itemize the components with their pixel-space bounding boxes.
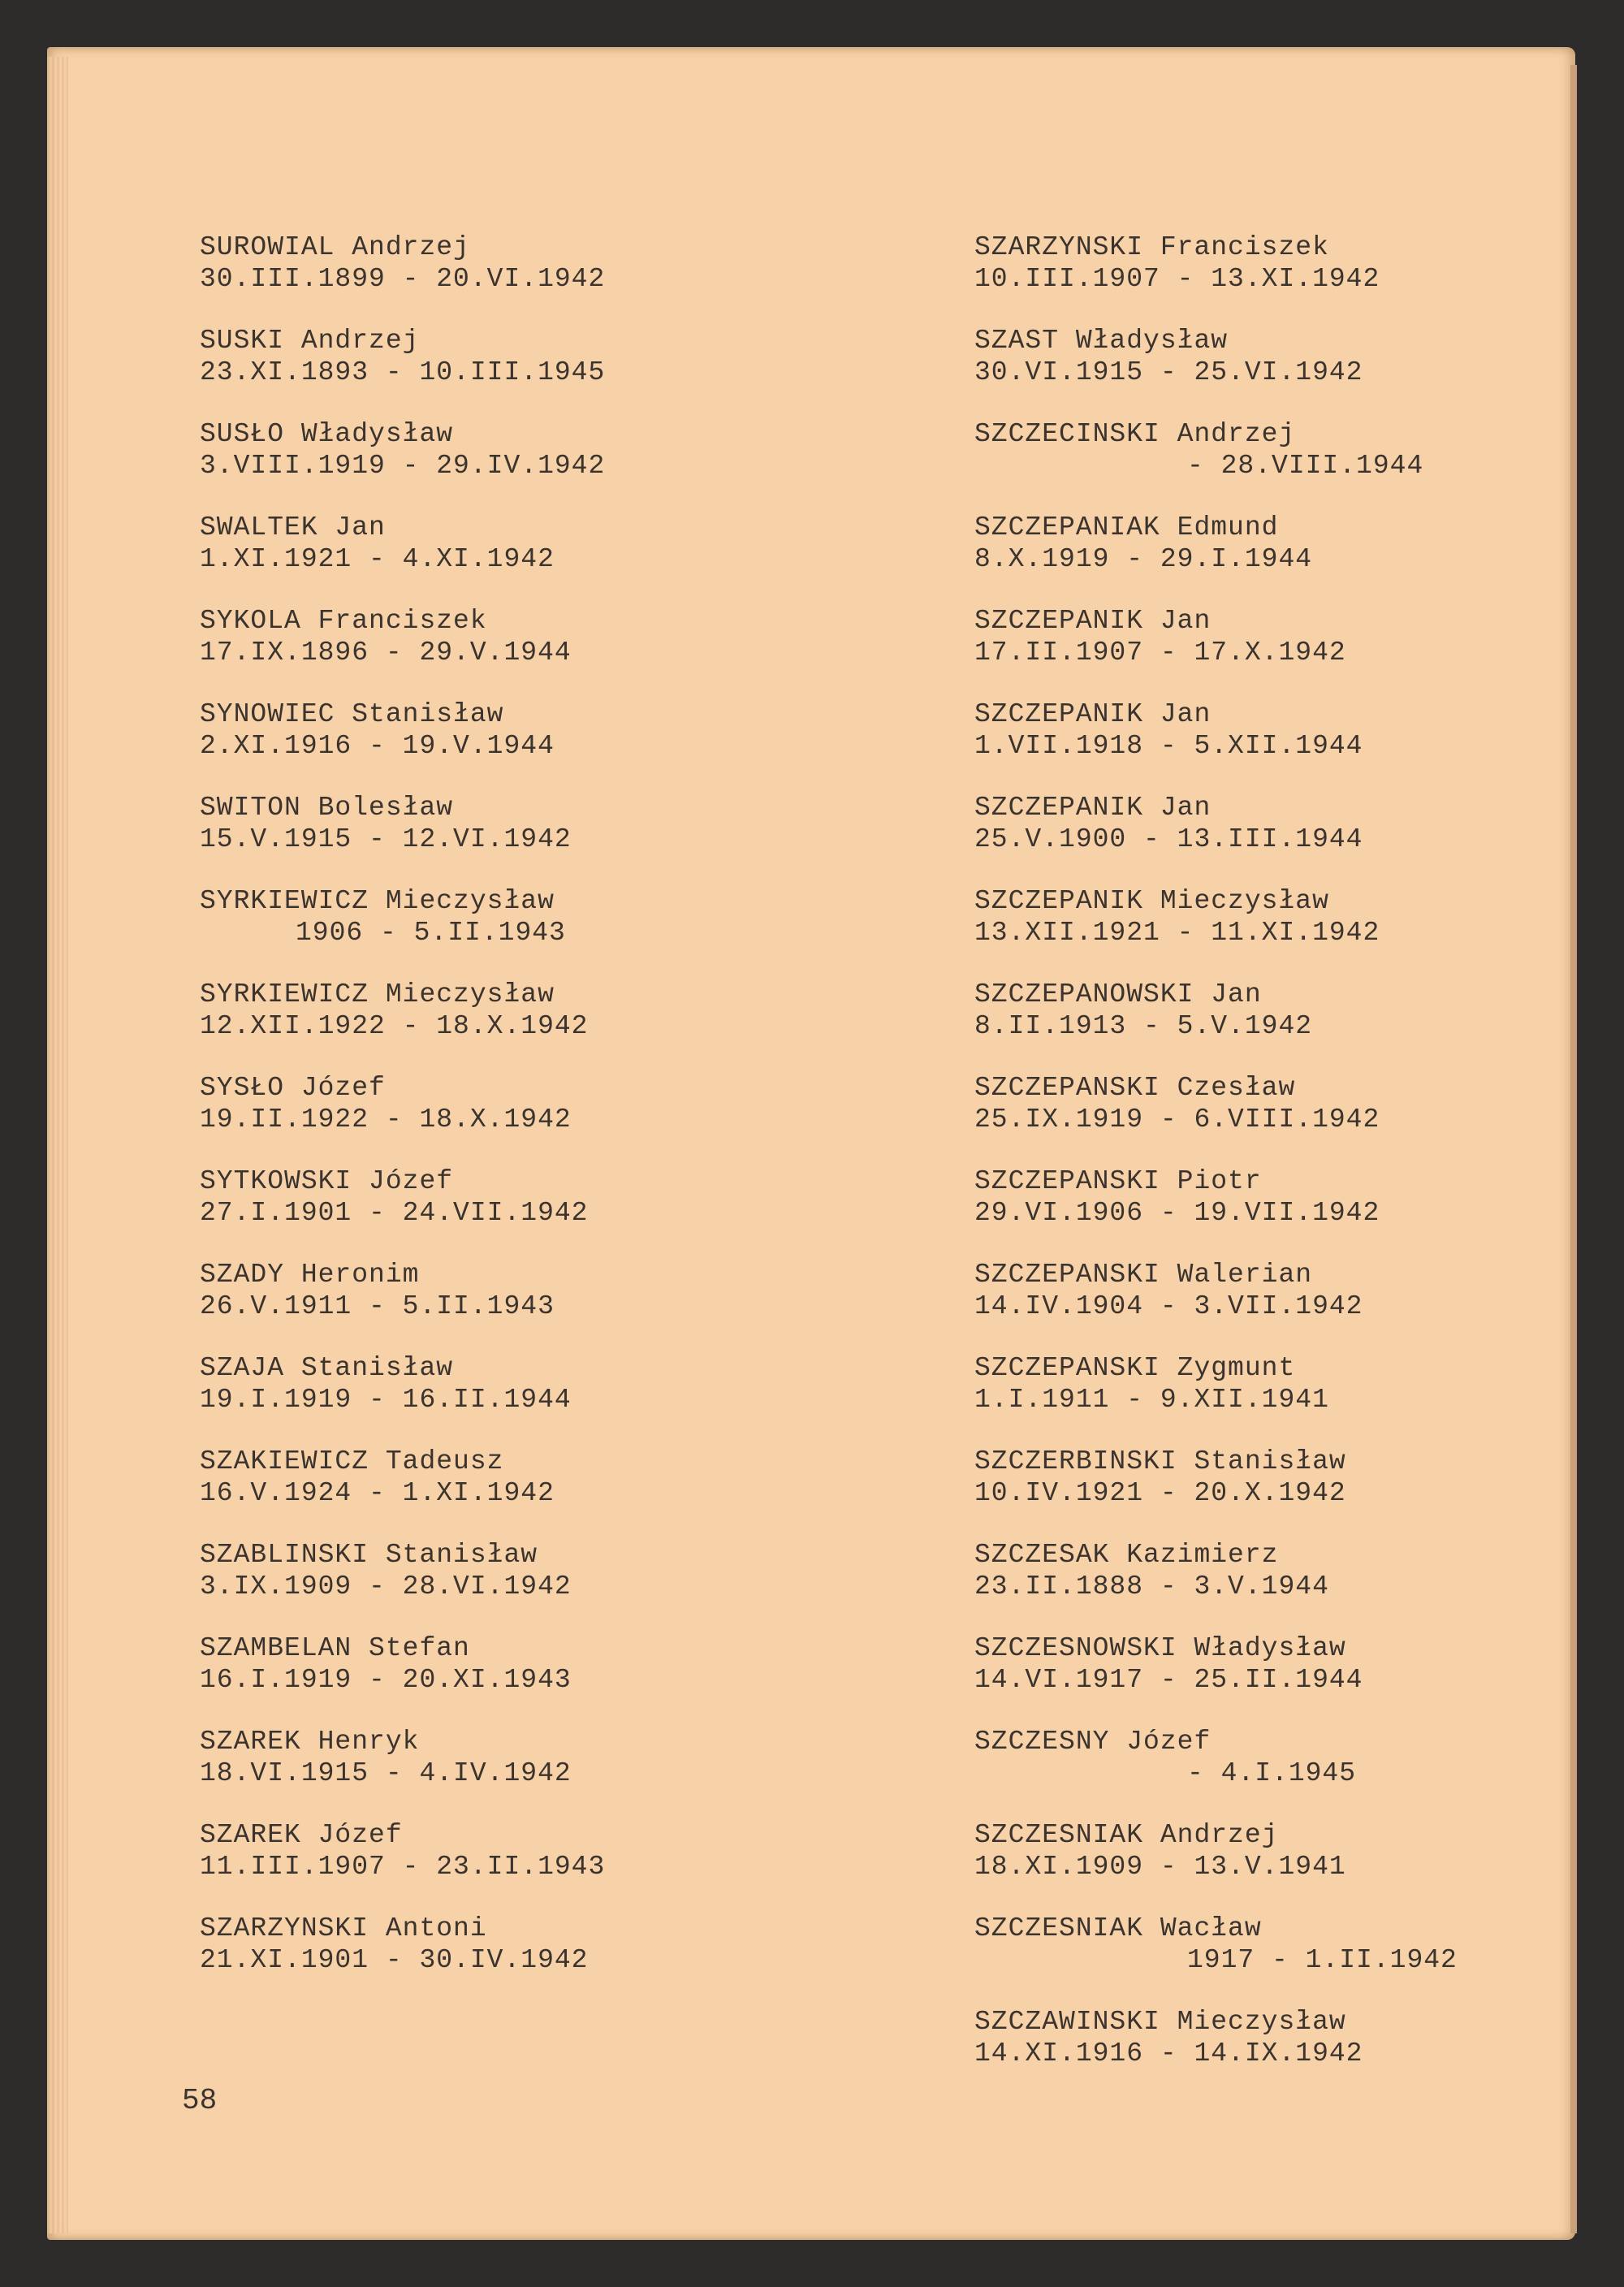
- list-item: [974, 1352, 1592, 1446]
- list-item: [200, 979, 817, 1072]
- life-dates: 21.XI.1901 - 30.IV.1942: [200, 1945, 589, 1975]
- list-item: [200, 231, 817, 325]
- person-name: SZCZESNOWSKI Władysław: [974, 1633, 1346, 1663]
- life-dates: 26.V.1911 - 5.II.1943: [200, 1291, 555, 1321]
- person-name: SYTKOWSKI Józef: [200, 1166, 454, 1196]
- life-dates: 17.IX.1896 - 29.V.1944: [200, 638, 572, 668]
- person-name: SZCZESNIAK Wacław: [974, 1913, 1262, 1943]
- person-name: SZCZESNIAK Andrzej: [974, 1820, 1279, 1850]
- person-name: SZCZEPANIAK Edmund: [974, 512, 1279, 543]
- person-name: SZCZECINSKI Andrzej: [974, 419, 1296, 449]
- list-item: [200, 1539, 817, 1632]
- person-name: SZCZEPANOWSKI Jan: [974, 979, 1262, 1009]
- life-dates: 1.XI.1921 - 4.XI.1942: [200, 544, 555, 574]
- person-name: SYKOLA Franciszek: [200, 606, 487, 636]
- list-item: [200, 885, 817, 979]
- list-item: [974, 698, 1592, 792]
- person-name: SYRKIEWICZ Mieczysław: [200, 979, 555, 1009]
- right-column: [974, 231, 1592, 2099]
- life-dates: 18.VI.1915 - 4.IV.1942: [200, 1758, 572, 1788]
- list-item: [200, 1446, 817, 1539]
- list-item: [200, 1072, 817, 1165]
- list-item: [200, 605, 817, 698]
- person-name: SZCZEPANIK Jan: [974, 793, 1212, 823]
- person-name: SZARZYNSKI Franciszek: [974, 232, 1329, 262]
- life-dates: 14.VI.1917 - 25.II.1944: [974, 1665, 1363, 1695]
- person-name: SZCZESNY Józef: [974, 1727, 1212, 1757]
- life-dates: - 28.VIII.1944: [1187, 451, 1424, 481]
- life-dates: 2.XI.1916 - 19.V.1944: [200, 731, 555, 761]
- list-item: [974, 512, 1592, 605]
- life-dates: 13.XII.1921 - 11.XI.1942: [974, 918, 1380, 948]
- life-dates: 19.I.1919 - 16.II.1944: [200, 1385, 572, 1415]
- life-dates: 30.VI.1915 - 25.VI.1942: [974, 357, 1363, 387]
- person-name: SYNOWIEC Stanisław: [200, 699, 504, 729]
- list-item: [200, 1259, 817, 1352]
- list-item: [974, 1819, 1592, 1913]
- person-name: SZAMBELAN Stefan: [200, 1633, 470, 1663]
- person-name: SZAJA Stanisław: [200, 1353, 454, 1383]
- life-dates: 16.V.1924 - 1.XI.1942: [200, 1478, 555, 1508]
- list-item: [200, 512, 817, 605]
- person-name: SZCZEPANSKI Piotr: [974, 1166, 1262, 1196]
- life-dates: 10.III.1907 - 13.XI.1942: [974, 264, 1380, 294]
- person-name: SZARZYNSKI Antoni: [200, 1913, 487, 1943]
- life-dates: 23.II.1888 - 3.V.1944: [974, 1572, 1329, 1602]
- list-item: [974, 605, 1592, 698]
- life-dates: 23.XI.1893 - 10.III.1945: [200, 357, 606, 387]
- list-item: [200, 1726, 817, 1819]
- list-item: [200, 1352, 817, 1446]
- life-dates: 14.IV.1904 - 3.VII.1942: [974, 1291, 1363, 1321]
- list-item: [974, 1165, 1592, 1259]
- person-name: SWITON Bolesław: [200, 793, 454, 823]
- list-item: [974, 1913, 1592, 2006]
- list-item: [200, 1819, 817, 1913]
- list-item: [974, 1072, 1592, 1165]
- list-item: [974, 231, 1592, 325]
- list-item: [200, 698, 817, 792]
- person-name: SZCZEPANIK Jan: [974, 699, 1212, 729]
- life-dates: 1917 - 1.II.1942: [1187, 1945, 1458, 1975]
- list-item: [974, 1446, 1592, 1539]
- person-name: SZCZESAK Kazimierz: [974, 1540, 1279, 1570]
- person-name: SZCZAWINSKI Mieczysław: [974, 2007, 1346, 2037]
- life-dates: 14.XI.1916 - 14.IX.1942: [974, 2038, 1363, 2069]
- person-name: SUSKI Andrzej: [200, 326, 420, 356]
- list-item: [974, 418, 1592, 512]
- person-name: SZAREK Henryk: [200, 1727, 420, 1757]
- life-dates: 1906 - 5.II.1943: [296, 918, 566, 948]
- life-dates: 18.XI.1909 - 13.V.1941: [974, 1852, 1346, 1882]
- person-name: SYSŁO Józef: [200, 1073, 386, 1103]
- list-item: [200, 418, 817, 512]
- person-name: SZCZEPANSKI Zygmunt: [974, 1353, 1296, 1383]
- list-item: [974, 325, 1592, 418]
- person-name: SZCZEPANIK Jan: [974, 606, 1212, 636]
- life-dates: 3.IX.1909 - 28.VI.1942: [200, 1572, 572, 1602]
- list-item: [974, 1539, 1592, 1632]
- page-edge: [47, 57, 68, 2233]
- life-dates: 15.V.1915 - 12.VI.1942: [200, 824, 572, 854]
- list-item: [200, 1913, 817, 2006]
- person-name: SZABLINSKI Stanisław: [200, 1540, 538, 1570]
- person-name: SZCZEPANIK Mieczysław: [974, 886, 1329, 916]
- life-dates: 17.II.1907 - 17.X.1942: [974, 638, 1346, 668]
- person-name: SZADY Heronim: [200, 1260, 420, 1290]
- list-item: [974, 1726, 1592, 1819]
- list-item: [974, 2006, 1592, 2099]
- person-name: SZCZEPANSKI Walerian: [974, 1260, 1313, 1290]
- life-dates: - 4.I.1945: [1187, 1758, 1357, 1788]
- life-dates: 30.III.1899 - 20.VI.1942: [200, 264, 606, 294]
- list-item: [974, 792, 1592, 885]
- list-item: [200, 325, 817, 418]
- person-name: SZCZERBINSKI Stanisław: [974, 1446, 1346, 1476]
- page-number: 58: [182, 2084, 218, 2117]
- life-dates: 1.I.1911 - 9.XII.1941: [974, 1385, 1329, 1415]
- person-name: SUSŁO Władysław: [200, 419, 454, 449]
- life-dates: 12.XII.1922 - 18.X.1942: [200, 1011, 589, 1041]
- list-item: [974, 1259, 1592, 1352]
- life-dates: 27.I.1901 - 24.VII.1942: [200, 1198, 589, 1228]
- person-name: SZAST Władysław: [974, 326, 1229, 356]
- list-item: [200, 1632, 817, 1726]
- person-name: SUROWIAL Andrzej: [200, 232, 470, 262]
- list-item: [974, 979, 1592, 1072]
- life-dates: 29.VI.1906 - 19.VII.1942: [974, 1198, 1380, 1228]
- list-item: [974, 885, 1592, 979]
- person-name: SZCZEPANSKI Czesław: [974, 1073, 1296, 1103]
- left-column: [200, 231, 817, 2006]
- life-dates: 25.V.1900 - 13.III.1944: [974, 824, 1363, 854]
- life-dates: 3.VIII.1919 - 29.IV.1942: [200, 451, 606, 481]
- life-dates: 8.II.1913 - 5.V.1942: [974, 1011, 1313, 1041]
- life-dates: 25.IX.1919 - 6.VIII.1942: [974, 1105, 1380, 1135]
- life-dates: 11.III.1907 - 23.II.1943: [200, 1852, 606, 1882]
- life-dates: 8.X.1919 - 29.I.1944: [974, 544, 1313, 574]
- list-item: [974, 1632, 1592, 1726]
- person-name: SZAKIEWICZ Tadeusz: [200, 1446, 504, 1476]
- life-dates: 19.II.1922 - 18.X.1942: [200, 1105, 572, 1135]
- person-name: SYRKIEWICZ Mieczysław: [200, 886, 555, 916]
- life-dates: 10.IV.1921 - 20.X.1942: [974, 1478, 1346, 1508]
- list-item: [200, 1165, 817, 1259]
- life-dates: 1.VII.1918 - 5.XII.1944: [974, 731, 1363, 761]
- person-name: SWALTEK Jan: [200, 512, 386, 543]
- life-dates: 16.I.1919 - 20.XI.1943: [200, 1665, 572, 1695]
- list-item: [200, 792, 817, 885]
- person-name: SZAREK Józef: [200, 1820, 403, 1850]
